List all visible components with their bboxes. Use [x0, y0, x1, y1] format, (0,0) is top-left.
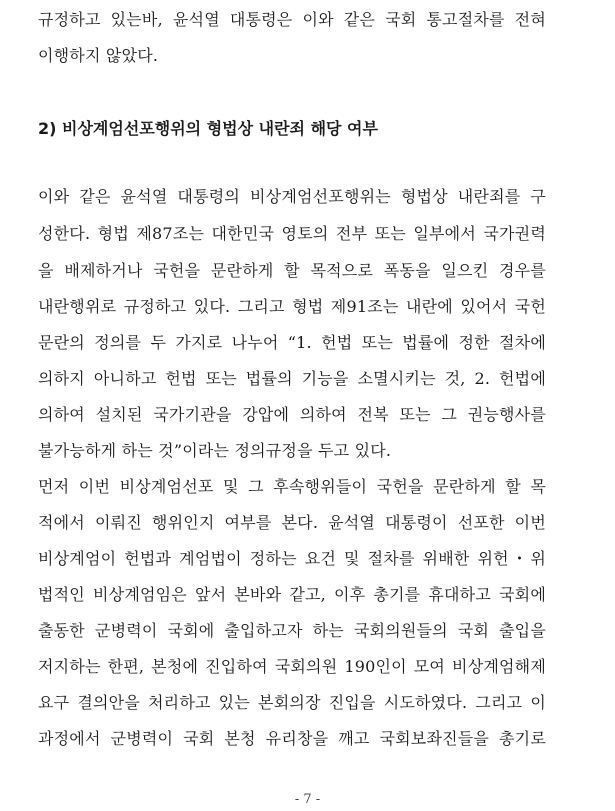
paragraph1-line-8: 불가능하게 하는 것”이라는 정의규정을 두고 있다.	[38, 441, 392, 460]
paragraph2-line-2: 적에서 이뤄진 행위인지 여부를 본다. 윤석열 대통령이 선포한 이번	[38, 513, 546, 532]
intro-line-2: 이행하지 않았다.	[38, 46, 159, 65]
paragraph2-line-8: 과정에서 군병력이 국회 본청 유리창을 깨고 국회보좌진들을 총기로	[38, 729, 546, 748]
paragraph2-line-6: 저지하는 한편, 본청에 진입하여 국회의원 190인이 모여 비상계엄해제	[38, 657, 546, 676]
paragraph1-line-2: 성한다. 형법 제87조는 대한민국 영토의 전부 또는 일부에서 국가권력	[38, 224, 546, 243]
paragraph2-line-7: 요구 결의안을 처리하고 있는 본회의장 진입을 시도하였다. 그리고 이	[38, 693, 546, 712]
paragraph1-line-5: 문란의 정의를 두 가지로 나누어 “1. 헌법 또는 법률에 정한 절차에	[38, 333, 546, 352]
paragraph1-line-7: 의하여 설치된 국가기관을 강압에 의하여 전복 또는 그 권능행사를	[38, 405, 546, 424]
paragraph1-line-4: 내란행위로 규정하고 있다. 그리고 형법 제91조는 내란에 있어서 국헌	[38, 297, 546, 316]
paragraph1-line-1: 이와 같은 윤석열 대통령의 비상계엄선포행위는 형법상 내란죄를 구	[38, 187, 546, 206]
section-heading: 2) 비상계엄선포행위의 형법상 내란죄 해당 여부	[38, 119, 378, 138]
intro-line-1: 규정하고 있는바, 윤석열 대통령은 이와 같은 국회 통고절차를 전혀	[38, 10, 546, 29]
paragraph2-line-5: 출동한 군병력이 국회에 출입하고자 하는 국회의원들의 국회 출입을	[38, 621, 546, 640]
paragraph2-line-4: 법적인 비상계엄임은 앞서 본바와 같고, 이후 총기를 휴대하고 국회에	[38, 585, 546, 604]
paragraph2-line-3: 비상계엄이 헌법과 계엄법이 정하는 요건 및 절차를 위배한 위헌・위	[38, 549, 546, 568]
paragraph2-line-1: 먼저 이번 비상계엄선포 및 그 후속행위들이 국헌을 문란하게 할 목	[38, 477, 546, 496]
page-number: - 7 -	[294, 792, 321, 807]
paragraph1-line-3: 을 배제하거나 국헌을 문란하게 할 목적으로 폭동을 일으킨 경우를	[38, 261, 546, 280]
paragraph1-line-6: 의하지 아니하고 헌법 또는 법률의 기능을 소멸시키는 것, 2. 헌법에	[38, 369, 546, 388]
